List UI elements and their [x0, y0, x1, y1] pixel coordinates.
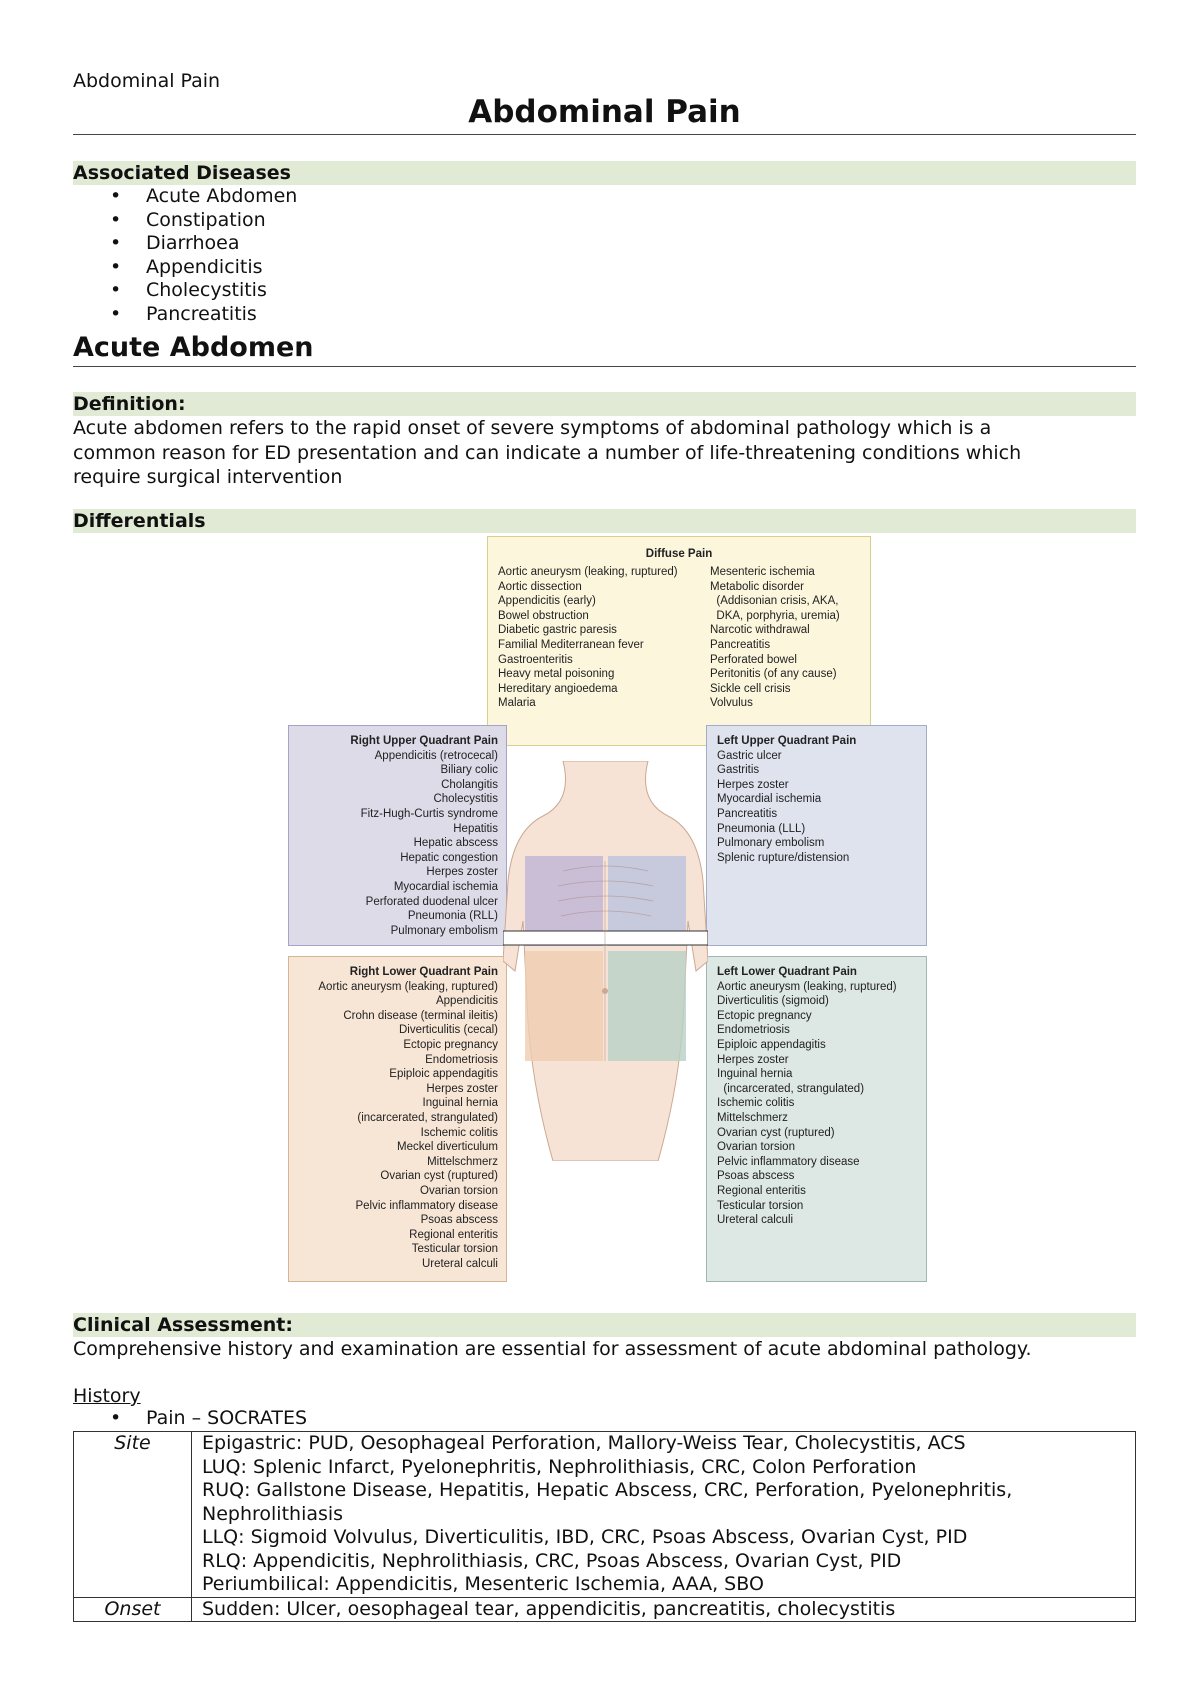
- clinical-assessment-heading: Clinical Assessment:: [73, 1313, 1136, 1337]
- table-cell-line: LUQ: Splenic Infarct, Pyelonephritis, Nephrolithiasis, CRC, Colon Perforation: [202, 1455, 917, 1478]
- ruq-pain-box: Right Upper Quadrant Pain Appendicitis (retrocecal) Biliary colic Cholangitis Cholecystitis Fitz-Hugh-Curtis syndrome Hepatitis Hepatic abscess Hepatic congestion Herpes zoster Myocardial ischemia Perforated duodenal ulcer Pneumonia (RLL) Pulmonary embolism: [288, 725, 507, 946]
- figure-list-item: Volvulus: [710, 697, 753, 710]
- figure-list-item: Diabetic gastric paresis: [498, 624, 617, 637]
- section-rule: [73, 366, 1136, 367]
- figure-list-item: Sickle cell crisis: [710, 682, 791, 695]
- list-item: • Pancreatitis: [73, 303, 297, 327]
- figure-list-item: Ureteral calculi: [717, 1214, 794, 1227]
- figure-list-item: Perforated duodenal ulcer: [365, 895, 498, 908]
- figure-list-item: Herpes zoster: [717, 778, 789, 791]
- table-cell-label: Onset: [74, 1597, 192, 1622]
- history-label: History: [73, 1385, 141, 1407]
- figure-list-item: Ureteral calculi: [421, 1257, 498, 1270]
- figure-list-item: Pneumonia (RLL): [407, 910, 498, 923]
- figure-list-item: Myocardial ischemia: [393, 880, 498, 893]
- table-cell-content: [192, 1432, 1136, 1598]
- acute-abdomen-heading: Acute Abdomen: [73, 332, 314, 363]
- torso-illustration: [503, 761, 708, 1161]
- figure-list-item: Hereditary angioedema: [498, 682, 618, 695]
- figure-list-item: Gastroenteritis: [498, 653, 573, 666]
- table-cell-line: Epigastric: PUD, Oesophageal Perforation, Mallory-Weiss Tear, Cholecystitis, ACS: [202, 1432, 966, 1454]
- figure-list-item: Testicular torsion: [717, 1199, 804, 1212]
- table-cell-line: RLQ: Appendicitis, Nephrolithiasis, CRC, Psoas Abscess, Ovarian Cyst, PID: [202, 1549, 902, 1572]
- figure-list-item: Herpes zoster: [426, 866, 498, 879]
- figure-list-item: Pulmonary embolism: [717, 837, 825, 850]
- figure-list-item: Aortic dissection: [498, 580, 582, 593]
- list-item: • Diarrhoea: [73, 232, 297, 256]
- figure-list-item: Crohn disease (terminal ileitis): [343, 1009, 498, 1022]
- figure-list-item: Ectopic pregnancy: [717, 1009, 812, 1022]
- figure-list-item: Ischemic colitis: [420, 1126, 498, 1139]
- title-rule: [73, 134, 1136, 135]
- socrates-table: [73, 1431, 1136, 1622]
- figure-list-item: Hepatic abscess: [413, 837, 498, 850]
- figure-list-item: Gastritis: [717, 764, 760, 777]
- figure-list-item: Epiploic appendagitis: [717, 1038, 826, 1051]
- figure-list-item: Mittelschmerz: [717, 1111, 788, 1124]
- associated-diseases-heading: Associated Diseases: [73, 161, 1136, 185]
- figure-list-item: Hepatitis: [453, 822, 498, 835]
- table-cell-line: Sudden: Ulcer, oesophageal tear, appendicitis, pancreatitis, cholecystitis: [202, 1597, 896, 1620]
- figure-list-item: Epiploic appendagitis: [389, 1068, 498, 1081]
- figure-list-item: Cholangitis: [441, 778, 498, 791]
- figure-list-item: Psoas abscess: [420, 1214, 498, 1227]
- figure-list-item: (incarcerated, strangulated): [717, 1082, 865, 1095]
- associated-diseases-list: [73, 185, 297, 326]
- figure-list-item: DKA, porphyria, uremia): [710, 609, 840, 622]
- list-item: • Acute Abdomen: [73, 185, 297, 209]
- figure-list-item: Myocardial ischemia: [717, 793, 822, 806]
- figure-list-item: Inguinal hernia: [717, 1068, 793, 1081]
- figure-list-item: Gastric ulcer: [717, 749, 782, 762]
- list-item: • Cholecystitis: [73, 279, 297, 303]
- figure-list-item: Diverticulitis (cecal): [398, 1024, 498, 1037]
- figure-list-item: Aortic aneurysm (leaking, ruptured): [318, 980, 498, 993]
- figure-list-item: Heavy metal poisoning: [498, 668, 615, 681]
- figure-list-item: Appendicitis (retrocecal): [374, 749, 498, 762]
- figure-list-item: Ovarian cyst (ruptured): [717, 1126, 835, 1139]
- figure-list-item: Appendicitis: [435, 995, 498, 1008]
- table-cell-label: Site: [74, 1432, 192, 1598]
- clinical-intro: Comprehensive history and examination are essential for assessment of acute abdominal pathology.: [73, 1338, 1032, 1360]
- figure-list-item: Aortic aneurysm (leaking, ruptured): [717, 980, 897, 993]
- figure-list-item: Bowel obstruction: [498, 609, 589, 622]
- figure-list-item: Pancreatitis: [717, 807, 778, 820]
- table-cell-content: [192, 1597, 1136, 1622]
- figure-list-item: Malaria: [498, 697, 536, 710]
- figure-list-item: Pancreatitis: [710, 638, 771, 651]
- diffuse-pain-box: Diffuse Pain Aortic aneurysm (leaking, ruptured) Aortic dissection Appendicitis (early) Bowel obstruction Diabetic gastric paresis Familial Mediterranean fever Gastroenteritis Heavy metal poisoning Hereditary angioedema Malaria Mesenteric ischemia Metabolic disorder (Addisonian crisis, AKA, DKA, porphyria, uremia) Narcotic withdrawal Pancreatitis Perforated bowel Peritonitis (of any cause) Sickle cell crisis Volvulus: [487, 536, 871, 746]
- figure-list-item: Cholecystitis: [433, 793, 498, 806]
- figure-list-item: Ovarian torsion: [717, 1141, 795, 1154]
- table-cell-line: Periumbilical: Appendicitis, Mesenteric Ischemia, AAA, SBO: [202, 1573, 764, 1595]
- history-list: [73, 1407, 307, 1431]
- figure-list-item: Fitz-Hugh-Curtis syndrome: [360, 807, 498, 820]
- figure-list-item: Psoas abscess: [717, 1170, 795, 1183]
- figure-list-item: Diverticulitis (sigmoid): [717, 995, 829, 1008]
- figure-list-item: Pelvic inflammatory disease: [355, 1199, 498, 1212]
- page-title: Abdominal Pain: [468, 94, 741, 130]
- figure-list-item: Ovarian cyst (ruptured): [380, 1170, 498, 1183]
- figure-list-item: Aortic aneurysm (leaking, ruptured): [498, 566, 678, 578]
- figure-list-item: (Addisonian crisis, AKA,: [710, 595, 839, 608]
- list-item: • Appendicitis: [73, 256, 297, 280]
- llq-pain-box: Left Lower Quadrant Pain Aortic aneurysm (leaking, ruptured) Diverticulitis (sigmoid) Ectopic pregnancy Endometriosis Epiploic appendagitis Herpes zoster Inguinal hernia (incarcerated, strangulated) Ischemic colitis Mittelschmerz Ovarian cyst (ruptured) Ovarian torsion Pelvic inflammatory disease Psoas abscess Regional enteritis Testicular torsion Ureteral calculi: [706, 956, 927, 1282]
- figure-list-item: Regional enteritis: [409, 1228, 498, 1241]
- figure-list-item: Endometriosis: [717, 1024, 790, 1037]
- figure-list-item: Pulmonary embolism: [390, 924, 498, 937]
- figure-list-item: Metabolic disorder: [710, 580, 804, 593]
- figure-list-item: Perforated bowel: [710, 653, 797, 666]
- figure-list-item: Hepatic congestion: [400, 851, 498, 864]
- figure-list-item: Pneumonia (LLL): [717, 822, 806, 835]
- table-cell-line: Nephrolithiasis: [202, 1502, 344, 1525]
- table-cell-line: RUQ: Gallstone Disease, Hepatitis, Hepatic Abscess, CRC, Perforation, Pyelonephritis,: [202, 1479, 1013, 1501]
- differentials-figure: [288, 536, 1018, 1286]
- figure-list-item: Herpes zoster: [426, 1082, 498, 1095]
- table-row: [74, 1432, 1136, 1598]
- figure-list-item: Regional enteritis: [717, 1184, 806, 1197]
- figure-list-item: Mittelschmerz: [427, 1155, 498, 1168]
- luq-pain-box: Left Upper Quadrant Pain Gastric ulcer Gastritis Herpes zoster Myocardial ischemia Pancreatitis Pneumonia (LLL) Pulmonary embolism Splenic rupture/distension: [706, 725, 927, 946]
- table-cell-line: LLQ: Sigmoid Volvulus, Diverticulitis, IBD, CRC, Psoas Abscess, Ovarian Cyst, PID: [202, 1526, 968, 1548]
- running-header: Abdominal Pain: [73, 70, 221, 92]
- figure-list-item: Mesenteric ischemia: [710, 566, 815, 578]
- differentials-heading: Differentials: [73, 509, 1136, 533]
- figure-list-item: Ovarian torsion: [420, 1184, 498, 1197]
- rlq-pain-box: Right Lower Quadrant Pain Aortic aneurysm (leaking, ruptured) Appendicitis Crohn disease (terminal ileitis) Diverticulitis (cecal) Ectopic pregnancy Endometriosis Epiploic appendagitis Herpes zoster Inguinal hernia (incarcerated, strangulated) Ischemic colitis Meckel diverticulum Mittelschmerz Ovarian cyst (ruptured) Ovarian torsion Pelvic inflammatory disease Psoas abscess Regional enteritis Testicular torsion Ureteral calculi: [288, 956, 507, 1282]
- list-item: • Constipation: [73, 209, 297, 233]
- figure-list-item: Narcotic withdrawal: [710, 624, 810, 637]
- table-row: [74, 1597, 1136, 1622]
- figure-list-item: Ischemic colitis: [717, 1097, 795, 1110]
- figure-list-item: (incarcerated, strangulated): [357, 1111, 498, 1124]
- list-item: • Pain – SOCRATES: [73, 1407, 307, 1431]
- figure-list-item: Testicular torsion: [411, 1243, 498, 1256]
- figure-list-item: Familial Mediterranean fever: [498, 638, 644, 651]
- figure-list-item: Peritonitis (of any cause): [710, 668, 837, 681]
- definition-heading: Definition:: [73, 392, 1136, 416]
- figure-list-item: Herpes zoster: [717, 1053, 789, 1066]
- figure-list-item: Biliary colic: [440, 764, 498, 777]
- figure-list-item: Pelvic inflammatory disease: [717, 1155, 860, 1168]
- figure-list-item: Endometriosis: [425, 1053, 498, 1066]
- figure-list-item: Appendicitis (early): [498, 595, 596, 608]
- figure-list-item: Meckel diverticulum: [397, 1141, 498, 1154]
- definition-text: Acute abdomen refers to the rapid onset of severe symptoms of abdominal pathology which is a common reason for ED presentation and can indicate a number of life-threatening conditions which require surgical intervention: [73, 417, 1022, 488]
- figure-list-item: Inguinal hernia: [422, 1097, 498, 1110]
- figure-list-item: Splenic rupture/distension: [717, 851, 850, 864]
- figure-list-item: Ectopic pregnancy: [403, 1038, 498, 1051]
